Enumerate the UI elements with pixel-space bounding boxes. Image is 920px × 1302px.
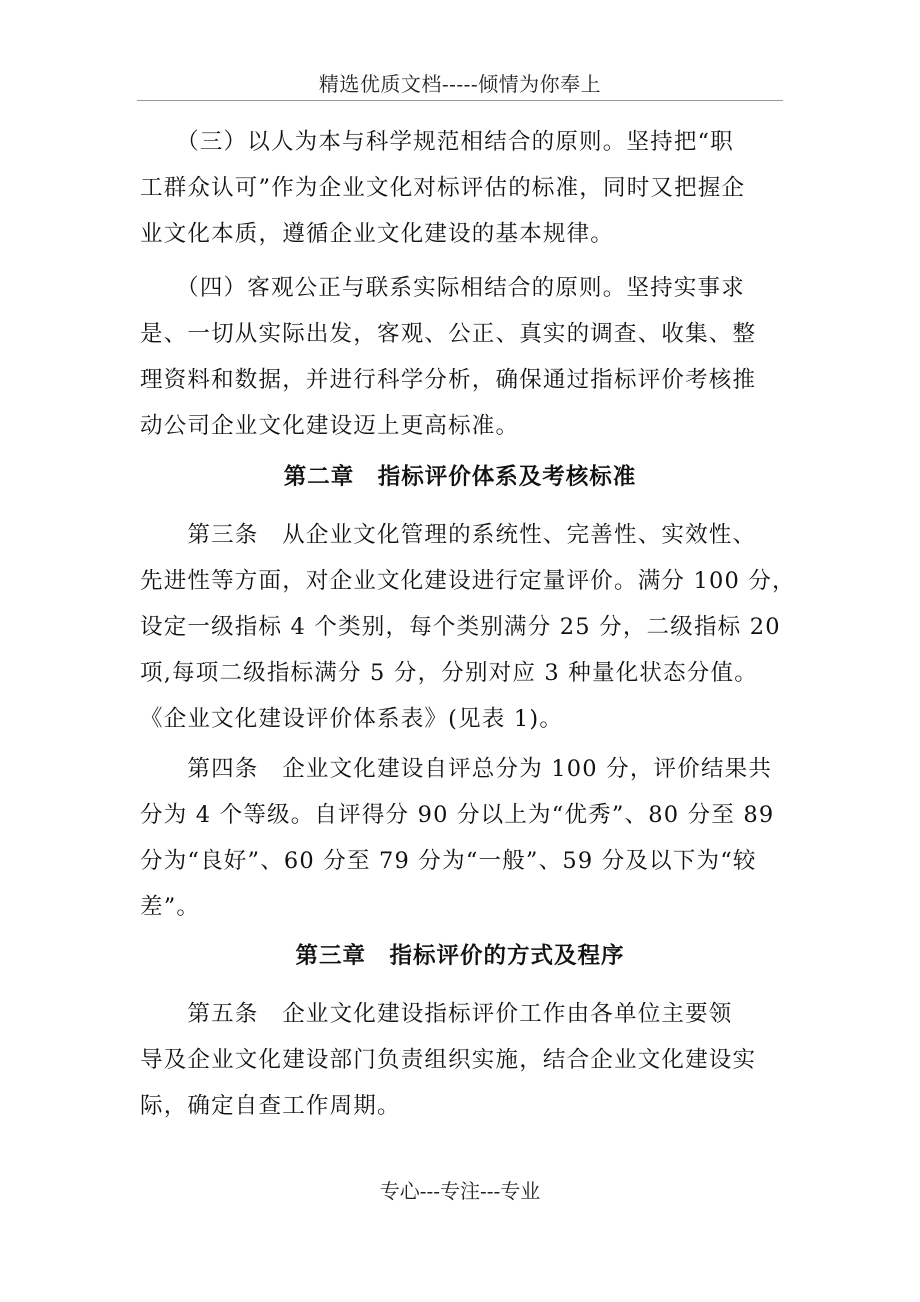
page-footer: 专心---专注---专业: [379, 1179, 541, 1203]
paragraph-article-5: [140, 991, 795, 1129]
paragraph-article-3: [140, 512, 795, 742]
text-line: 理资料和数据，并进行科学分析，确保通过指标评价考核推: [140, 367, 757, 393]
header-divider: [137, 100, 783, 101]
paragraph-principle-4: [140, 265, 795, 449]
text-line: （四）客观公正与联系实际相结合的原则。坚持实事求: [140, 275, 745, 301]
text-line: 第三条 从企业文化管理的系统性、完善性、实效性、: [140, 522, 757, 548]
text-line: 分为“良好”、60 分至 79 分为“一般”、59 分及以下为“较: [140, 848, 757, 874]
paragraph-article-4: [140, 746, 795, 930]
chapter-heading: 第二章 指标评价体系及考核标准: [283, 464, 637, 490]
text-line: 先进性等方面，对企业文化建设进行定量评价。满分 100 分，: [140, 568, 796, 594]
paragraph-principle-3: [140, 119, 795, 257]
chapter-heading: 第三章 指标评价的方式及程序: [295, 943, 625, 969]
page-header: 精选优质文档-----倾情为你奉上: [318, 72, 602, 96]
text-line: 《企业文化建设评价体系表》(见表 1)。: [140, 706, 564, 732]
text-line: 项,每项二级指标满分 5 分，分别对应 3 种量化状态分值。: [140, 660, 758, 686]
text-line: 际，确定自查工作周期。: [140, 1093, 401, 1119]
text-line: 业文化本质，遵循企业文化建设的基本规律。: [140, 221, 615, 247]
text-line: 第四条 企业文化建设自评总分为 100 分，评价结果共: [140, 756, 773, 782]
text-line: 是、一切从实际出发，客观、公正、真实的调查、收集、整: [140, 321, 757, 347]
text-line: 导及企业文化建设部门负责组织实施，结合企业文化建设实: [140, 1047, 757, 1073]
text-line: 分为 4 个等级。自评得分 90 分以上为“优秀”、80 分至 89: [140, 802, 775, 828]
text-line: 工群众认可”作为企业文化对标评估的标准，同时又把握企: [140, 175, 746, 201]
text-line: （三）以人为本与科学规范相结合的原则。坚持把“职: [140, 129, 734, 155]
text-line: 差”。: [140, 894, 201, 920]
text-line: 设定一级指标 4 个类别，每个类别满分 25 分，二级指标 20: [140, 614, 781, 640]
text-line: 第五条 企业文化建设指标评价工作由各单位主要领: [140, 1001, 733, 1027]
text-line: 动公司企业文化建设迈上更高标准。: [140, 413, 520, 439]
